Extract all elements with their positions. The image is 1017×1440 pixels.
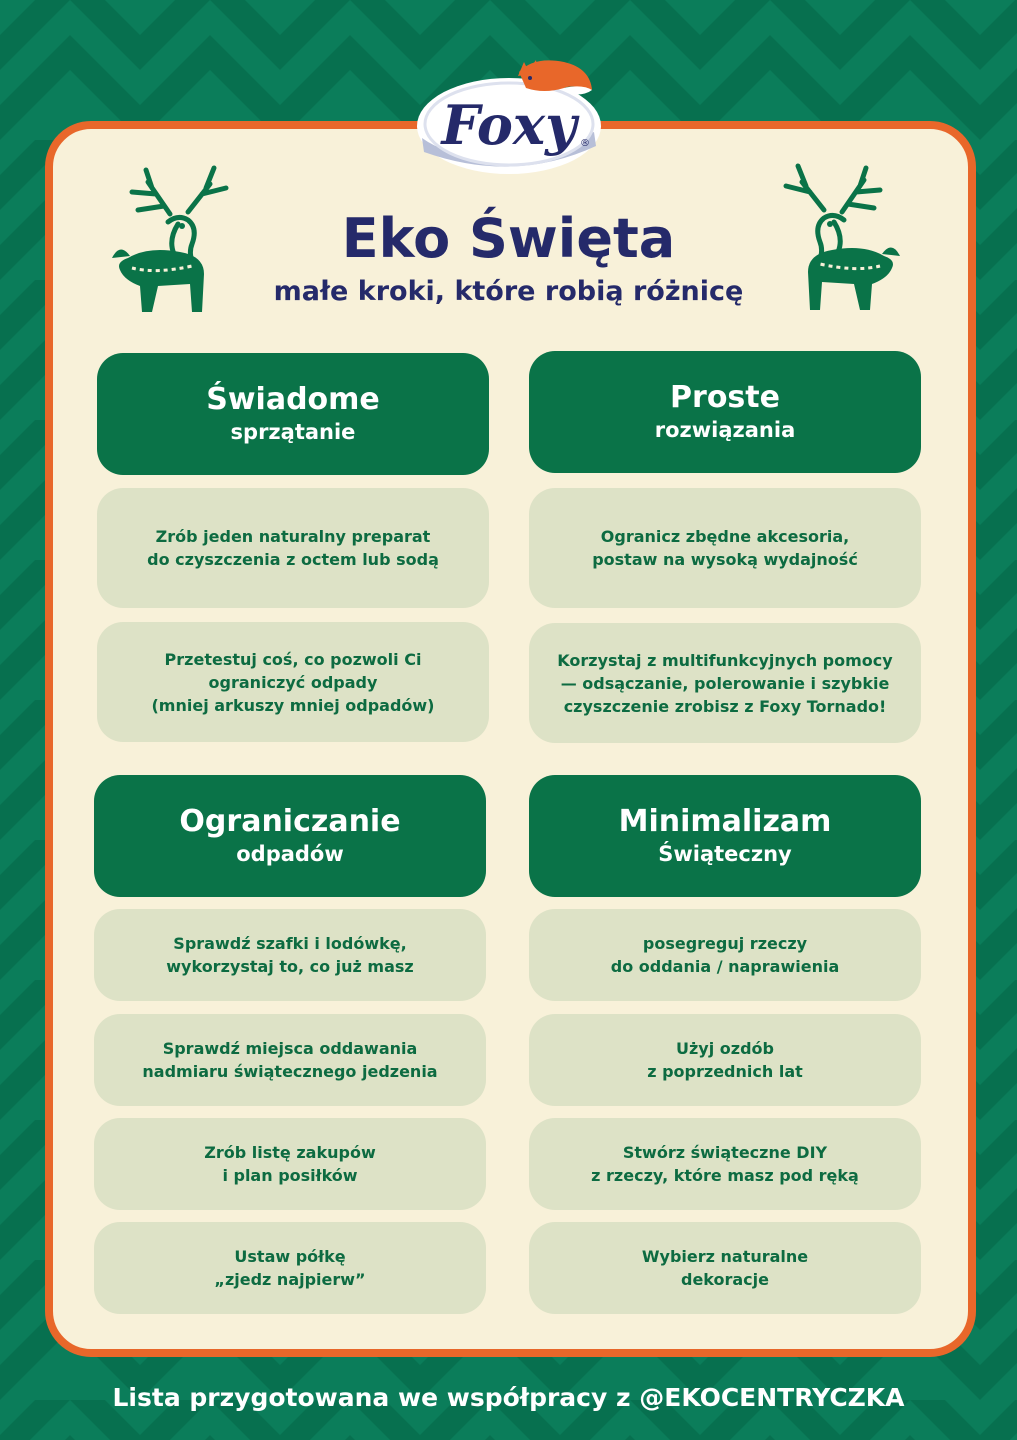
section-subtitle: odpadów — [236, 842, 344, 866]
tip-card: Sprawdź miejsca oddawania nadmiaru świątecznego jedzenia — [94, 1014, 486, 1106]
tip-card: posegreguj rzeczy do oddania / naprawienia — [529, 909, 921, 1001]
section-subtitle: sprzątanie — [230, 420, 356, 444]
tip-card: Wybierz naturalne dekoracje — [529, 1222, 921, 1314]
tip-card: Przetestuj coś, co pozwoli Ci ograniczyć odpady (mniej arkuszy mniej odpadów) — [97, 622, 489, 742]
tip-card: Użyj ozdób z poprzednich lat — [529, 1014, 921, 1106]
section-title: Ograniczanie — [179, 804, 401, 839]
tip-card: Zrób jeden naturalny preparat do czyszczenia z octem lub sodą — [97, 488, 489, 608]
section-title: Proste — [670, 380, 780, 415]
tip-card: Korzystaj z multifunkcyjnych pomocy — odsączanie, polerowanie i szybkie czyszczenie zrobisz z Foxy Tornado! — [529, 623, 921, 743]
footer-credit: Lista przygotowana we współpracy z @EKOCENTRYCZKA — [112, 1383, 905, 1412]
tip-card: Zrób listę zakupów i plan posiłków — [94, 1118, 486, 1210]
page-subtitle: małe kroki, które robią różnicę — [273, 276, 744, 307]
section-title: Minimalizam — [618, 804, 832, 839]
brand-wordmark: Foxy — [441, 93, 577, 157]
section-subtitle: Świąteczny — [658, 842, 792, 866]
section-header-minimalizam — [529, 775, 921, 897]
tip-card: Stwórz świąteczne DIY z rzeczy, które masz pod ręką — [529, 1118, 921, 1210]
tip-card: Sprawdź szafki i lodówkę, wykorzystaj to, co już masz — [94, 909, 486, 1001]
page-title: Eko Święta — [341, 207, 676, 270]
registered-mark: ® — [580, 138, 590, 149]
tip-card: Ustaw półkę „zjedz najpierw” — [94, 1222, 486, 1314]
tip-card: Ogranicz zbędne akcesoria, postaw na wysoką wydajność — [529, 488, 921, 608]
section-header-ograniczanie — [94, 775, 486, 897]
foxy-logo — [414, 54, 604, 178]
section-header-proste — [529, 351, 921, 473]
section-title: Świadome — [206, 382, 380, 417]
section-subtitle: rozwiązania — [654, 418, 796, 442]
section-header-swiadome — [97, 353, 489, 475]
